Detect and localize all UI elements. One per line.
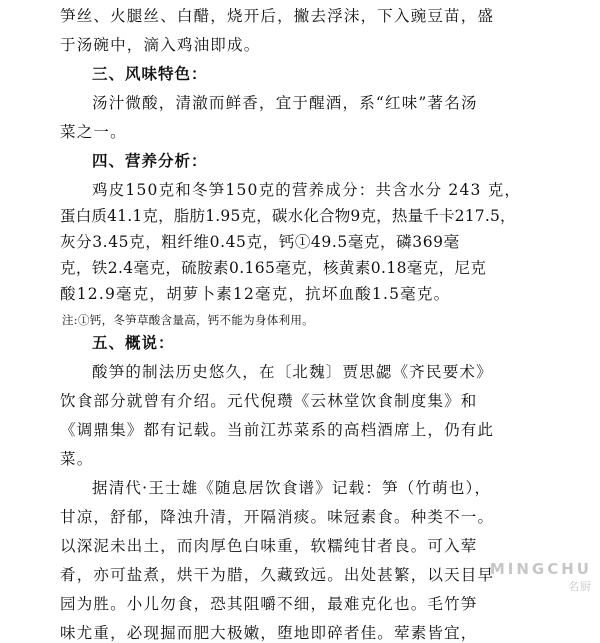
- watermark-logo: [490, 560, 592, 594]
- text-line: 饮食部分就曾有介绍。元代倪瓒《云林堂饮食制度集》和: [60, 392, 478, 410]
- text-line: 《调鼎集》都有记载。当前江苏菜系的高档酒席上，仍有此: [60, 421, 495, 439]
- footnote: 注:①钙，冬笋草酸含量高，钙不能为身体利用。: [62, 313, 314, 327]
- text-line: 园为胜。小儿勿食，恐其阻嚼不细，最难克化也。毛竹笋: [60, 595, 478, 613]
- text-line: 鸡皮150克和冬笋150克的营养成分：共含水分 243 克，: [92, 181, 522, 199]
- text-line: 据清代·王士雄《随息居饮食谱》记载：笋（竹萌也），: [92, 479, 492, 497]
- text-line: 蛋白质41.1克，脂肪1.95克，碳水化合物9克，热量千卡217.5，: [60, 207, 516, 225]
- text-line: 肴，亦可盐煮，烘干为腊，久藏致远。出处甚繁，以天目早: [60, 566, 495, 584]
- text-line: 以深泥未出土，而肉厚色白味重，软糯纯甘者良。可入荤: [60, 537, 478, 555]
- text-line: 汤汁微酸，清澈而鲜香，宜于醒酒，系“红味”著名汤: [92, 94, 478, 112]
- section-heading-overview: 五、概说：: [92, 334, 175, 352]
- watermark-brand-cn: 名厨: [568, 580, 592, 593]
- text-line: 灰分3.45克，粗纤维0.45克，钙①49.5毫克，磷369毫: [60, 233, 460, 251]
- text-line: 菜之一。: [60, 123, 127, 141]
- section-heading-flavor: 三、风味特色：: [92, 65, 208, 83]
- watermark-brand: MINGCHU: [489, 560, 592, 578]
- text-line: 于汤碗中，滴入鸡油即成。: [60, 36, 261, 54]
- text-line: 酸12.9毫克，胡萝卜素12毫克，抗坏血酸1.5毫克。: [60, 285, 451, 303]
- text-line: 克，铁2.4毫克，硫胺素0.165毫克，核黄素0.18毫克，尼克: [60, 259, 487, 277]
- text-line: 菜。: [60, 450, 94, 468]
- section-heading-nutrition: 四、营养分析：: [92, 152, 208, 170]
- text-line: 味尤重，必现掘而肥大极嫩，堕地即碎者佳。荤素皆宜，: [60, 624, 478, 642]
- text-line: 酸笋的制法历史悠久，在〔北魏〕贾思勰《齐民要术》: [92, 363, 493, 381]
- text-line: 甘凉，舒郁，降浊升清，开隔消痰。味冠素食。种类不一。: [60, 508, 495, 526]
- text-line: 笋丝、火腿丝、白醋，烧开后，撇去浮沫，下入豌豆苗，盛: [60, 7, 495, 25]
